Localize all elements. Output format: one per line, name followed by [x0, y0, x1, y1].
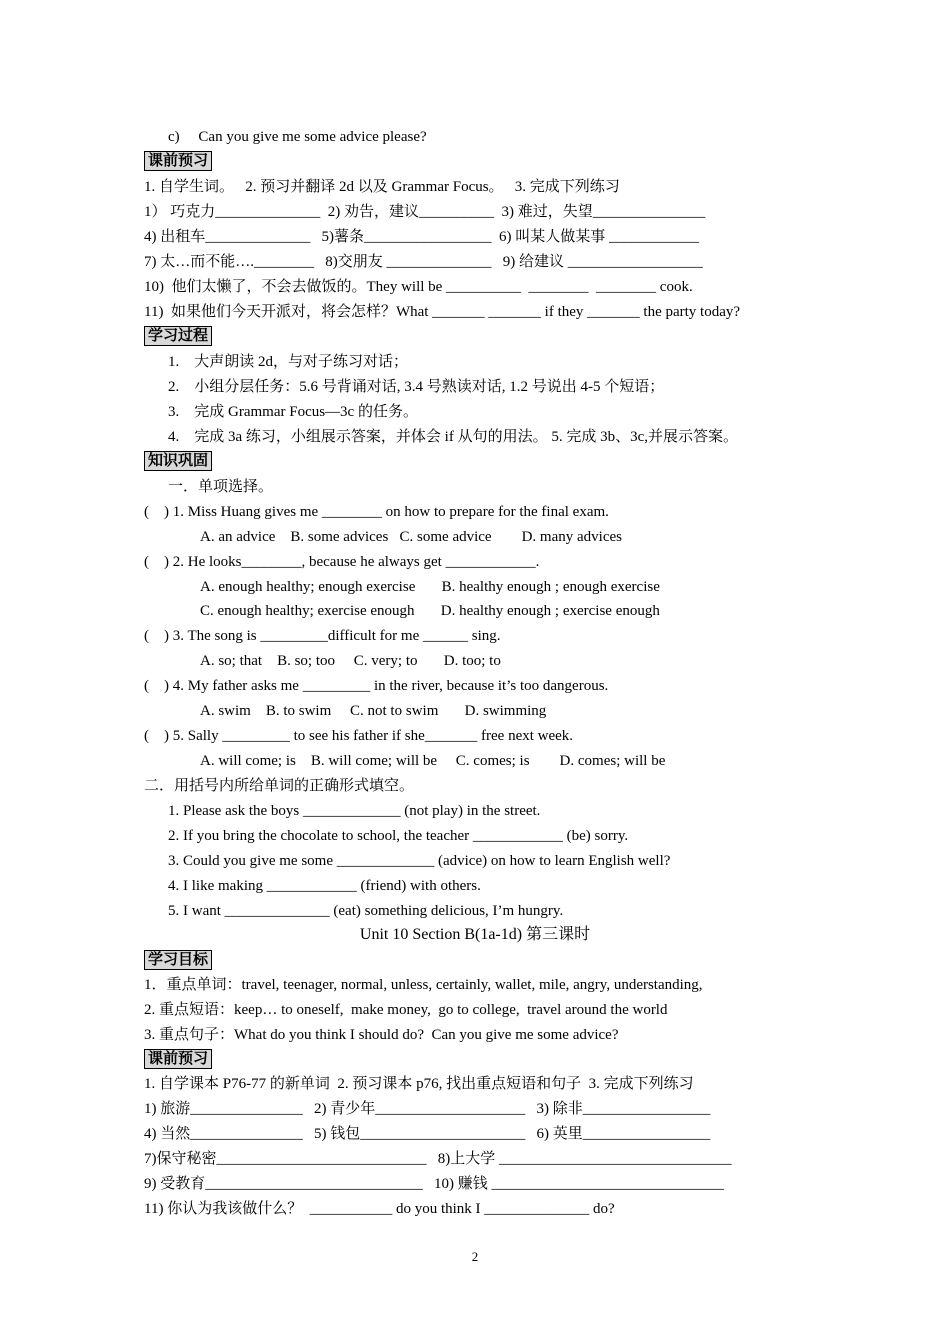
sec2-line-3: 3. 完成 Grammar Focus—3c 的任务。 [168, 404, 418, 420]
section-header-preview-2: 课前预习 [144, 1049, 212, 1069]
sec4-line-2: 2. 重点短语：keep… to oneself, make money, go to college, travel around the world [144, 1002, 668, 1018]
fill-4: 4. I like making ____________ (friend) with others. [168, 878, 481, 894]
unit-title: Unit 10 Section B(1a-1d) 第三课时 [359, 926, 591, 943]
question-c: c) Can you give me some advice please? [168, 129, 427, 145]
fill-1: 1. Please ask the boys _____________ (not play) in the street. [168, 803, 541, 819]
section-header-process: 学习过程 [144, 326, 212, 346]
sec5-line-4: 7)保守秘密____________________________ 8)上大学 _______________________________ [144, 1151, 732, 1167]
question-2-options-ab: A. enough healthy; enough exercise B. healthy enough ; enough exercise [200, 579, 660, 595]
question-4: ( ) 4. My father asks me _________ in the river, because it’s too dangerous. [144, 678, 609, 694]
sec1-line-2: 1） 巧克力______________ 2) 劝告，建议__________ 3) 难过，失望_______________ [144, 204, 706, 220]
fill-2: 2. If you bring the chocolate to school, the teacher ____________ (be) sorry. [168, 828, 629, 844]
question-4-options: A. swim B. to swim C. not to swim D. swimming [200, 703, 547, 719]
sec1-line-6: 11) 如果他们今天开派对，将会怎样？What _______ _______ if they _______ the party today? [144, 304, 741, 320]
section-header-consolidation: 知识巩固 [144, 451, 212, 471]
question-5: ( ) 5. Sally _________ to see his father if she_______ free next week. [144, 728, 574, 744]
sec2-line-4: 4. 完成 3a 练习，小组展示答案，并体会 if 从句的用法。 5. 完成 3b、3c,并展示答案。 [168, 429, 738, 445]
question-2-options-cd: C. enough healthy; exercise enough D. healthy enough ; exercise enough [200, 603, 660, 619]
section-header-preview-1: 课前预习 [144, 151, 212, 171]
sec5-line-3: 4) 当然_______________ 5) 钱包______________________ 6) 英里_________________ [144, 1126, 711, 1142]
question-3: ( ) 3. The song is _________difficult for me ______ sing. [144, 628, 501, 644]
question-5-options: A. will come; is B. will come; will be C. comes; is D. comes; will be [200, 753, 666, 769]
fill-5: 5. I want ______________ (eat) something delicious, I’m hungry. [168, 903, 564, 919]
section-header-objectives: 学习目标 [144, 950, 212, 970]
question-1-options: A. an advice B. some advices C. some advice D. many advices [200, 529, 622, 545]
sec5-line-1: 1. 自学课本 P76-77 的新单词 2. 预习课本 p76, 找出重点短语和句子 3. 完成下列练习 [144, 1076, 694, 1092]
page-number: 2 [471, 1249, 479, 1264]
sec2-line-2: 2. 小组分层任务：5.6 号背诵对话, 3.4 号熟读对话, 1.2 号说出 4-5 个短语； [168, 379, 665, 395]
sec1-line-5: 10) 他们太懒了，不会去做饭的。They will be __________ ________ ________ cook. [144, 279, 693, 295]
sec5-line-2: 1) 旅游_______________ 2) 青少年____________________ 3) 除非_________________ [144, 1101, 711, 1117]
sec4-line-3: 3. 重点句子：What do you think I should do? Can you give me some advice? [144, 1027, 619, 1043]
sec1-line-3: 4) 出租车______________ 5)薯条_________________ 6) 叫某人做某事 ____________ [144, 229, 699, 245]
sec1-line-4: 7) 太…而不能….________ 8)交朋友 ______________ 9) 给建议 __________________ [144, 254, 703, 270]
question-1: ( ) 1. Miss Huang gives me ________ on how to prepare for the final exam. [144, 504, 609, 520]
part2-title: 二．用括号内所给单词的正确形式填空。 [144, 778, 415, 794]
part1-title: 一．单项选择。 [168, 479, 274, 495]
question-3-options: A. so; that B. so; too C. very; to D. too; to [200, 653, 501, 669]
sec4-line-1: 1．重点单词：travel, teenager, normal, unless, certainly, wallet, mile, angry, understanding, [144, 977, 703, 993]
sec5-line-5: 9) 受教育_____________________________ 10) 赚钱 _______________________________ [144, 1176, 724, 1192]
fill-3: 3. Could you give me some _____________ (advice) on how to learn English well? [168, 853, 671, 869]
sec1-line-1: 1. 自学生词。 2. 预习并翻译 2d 以及 Grammar Focus。 3. 完成下列练习 [144, 179, 620, 195]
sec5-line-6: 11) 你认为我该做什么？ ___________ do you think I ______________ do? [144, 1201, 615, 1217]
question-2: ( ) 2. He looks________, because he always get ____________. [144, 554, 540, 570]
sec2-line-1: 1. 大声朗读 2d，与对子练习对话； [168, 354, 409, 370]
